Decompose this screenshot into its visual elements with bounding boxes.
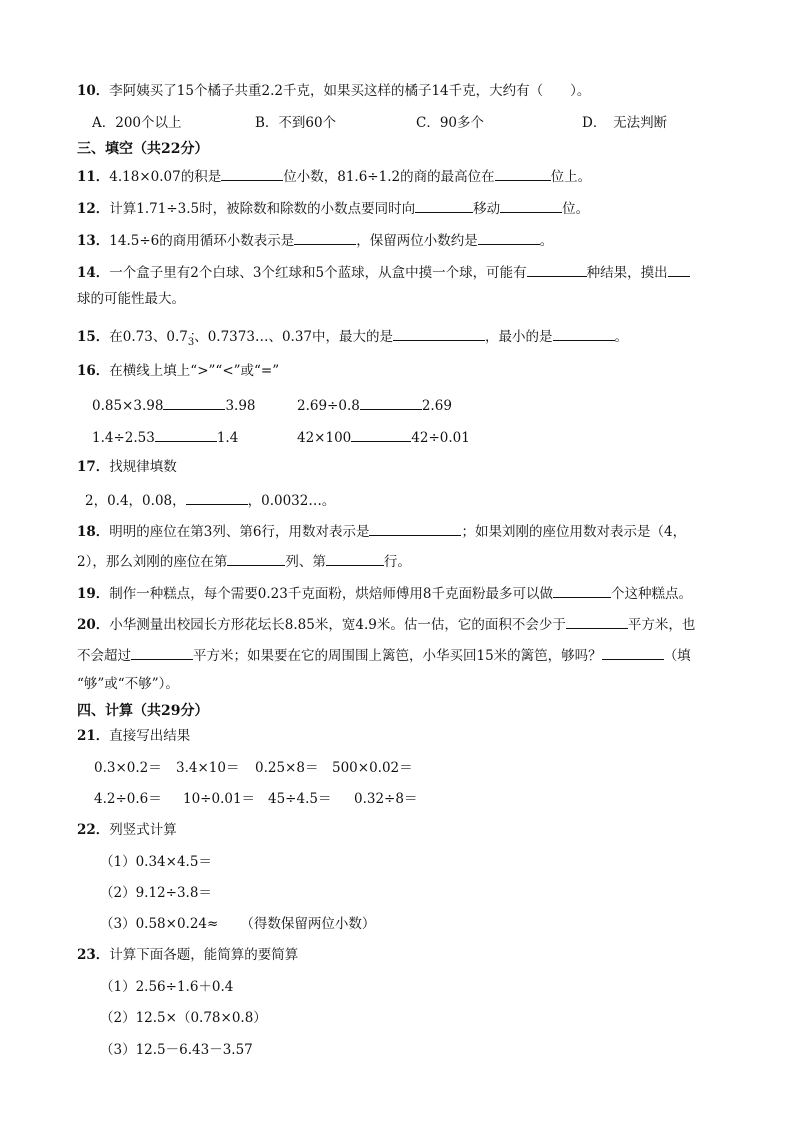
question-text: 在横线上填上“>”“<”或“=” <box>109 363 280 379</box>
section-title: 三、填空（共22分） <box>77 141 209 157</box>
section-title: 四、计算（共29分） <box>77 703 209 719</box>
option-c[interactable]: C．90多个 <box>416 115 485 131</box>
question-number: 18． <box>77 524 110 540</box>
question-text: 行。 <box>383 554 411 570</box>
question-text: 不会超过 <box>77 648 131 664</box>
question-number: 23． <box>77 947 110 963</box>
question-text: 一个盒子里有2个白球、3个红球和5个蓝球，从盒中摸一个球，可能有 <box>109 265 527 281</box>
calc-item: 4.2÷0.6＝ <box>94 791 162 807</box>
question-text: 李阿姨买了15个橘子共重2.2千克，如果买这样的橘子14千克，大约有（ ）。 <box>109 83 591 99</box>
answer-blank[interactable] <box>351 427 411 442</box>
calc-item: （1）2.56÷1.6＋0.4 <box>100 979 234 995</box>
question-text: 制作一种糕点，每个需要0.23千克面粉，烘焙师傅用8千克面粉最多可以做 <box>109 586 553 602</box>
question-text: 列竖式计算 <box>109 822 177 838</box>
question-text: 在0.73、0.7 <box>109 329 188 345</box>
question-text: 种结果，摸出 <box>586 265 668 281</box>
question-text: 14.5÷6的商用循环小数表示是 <box>109 233 295 249</box>
question-number: 14． <box>77 265 110 281</box>
question-18 <box>77 521 686 541</box>
expression: 0.85×3.98 <box>92 398 164 414</box>
expression: 1.4÷2.53 <box>92 430 155 446</box>
calc-item <box>100 915 375 933</box>
calc-item: 0.3×0.2＝ <box>94 760 162 776</box>
question-text: 移动 <box>473 201 501 217</box>
answer-blank[interactable] <box>326 551 384 566</box>
question-number: 12． <box>77 201 110 217</box>
answer-blank[interactable] <box>369 521 461 536</box>
question-number: 13． <box>77 233 110 249</box>
answer-blank[interactable] <box>415 198 473 213</box>
question-number: 17． <box>77 459 110 475</box>
question-20-continued-2: “够”或“不够”）。 <box>77 676 179 692</box>
calc-item: 3.4×10＝ <box>176 760 240 776</box>
answer-blank[interactable] <box>553 326 615 341</box>
calc-item: 10÷0.01＝ <box>183 791 256 807</box>
compare-item <box>297 427 470 447</box>
note: （得数保留两位小数） <box>240 916 376 932</box>
calc-item: （3）12.5－6.43－3.57 <box>100 1042 253 1058</box>
answer-blank[interactable] <box>155 427 217 442</box>
question-18-continued <box>77 551 411 571</box>
question-text: 列、第 <box>285 554 326 570</box>
calc-item: （1）0.34×4.5＝ <box>100 854 212 870</box>
answer-blank[interactable] <box>221 166 283 181</box>
expression: 2.69÷0.8 <box>297 398 360 414</box>
answer-blank[interactable] <box>360 395 422 410</box>
expression: 2.69 <box>421 398 452 414</box>
question-20-continued <box>77 645 691 665</box>
compare-item <box>92 395 256 415</box>
expression: 3.98 <box>225 398 256 414</box>
compare-item <box>92 427 238 447</box>
question-number: 16． <box>77 363 110 379</box>
question-number: 22． <box>77 822 110 838</box>
question-text: 2），那么刘刚的座位在第 <box>77 554 228 570</box>
question-19 <box>77 583 692 603</box>
calc-item: 500×0.02＝ <box>332 760 413 776</box>
answer-blank[interactable] <box>186 490 248 505</box>
calc-item: 45÷4.5＝ <box>268 791 332 807</box>
repeating-digit: · $_3$ <box>188 337 194 348</box>
question-22 <box>77 821 177 839</box>
question-12 <box>77 198 589 218</box>
expression: 1.4 <box>216 430 239 446</box>
question-11 <box>77 166 591 186</box>
question-14-continued: 球的可能性最大。 <box>77 291 185 307</box>
calc-item: 0.25×8＝ <box>255 760 319 776</box>
question-text: 。 <box>539 233 554 249</box>
question-20 <box>77 614 695 634</box>
compare-item <box>297 395 452 415</box>
question-14 <box>77 262 690 282</box>
question-text: 平方米，也 <box>627 617 696 633</box>
question-23 <box>77 946 298 964</box>
calc-item: 0.32÷8＝ <box>354 791 418 807</box>
question-text: 位小数，81.6÷1.2的商的最高位在 <box>283 169 495 185</box>
answer-blank[interactable] <box>566 614 628 629</box>
question-text: 个这种糕点。 <box>610 586 692 602</box>
question-text: 位上。 <box>550 169 592 185</box>
question-text: 直接写出结果 <box>109 728 191 744</box>
question-text: 。 <box>614 329 628 345</box>
question-text: 平方米；如果要在它的周围围上篱笆，小华买回15米的篱笆，够吗？ <box>193 648 602 664</box>
question-number: 21． <box>77 728 110 744</box>
question-text: 、0.7373…、0.37中，最大的是 <box>194 329 393 345</box>
option-d[interactable]: D． 无法判断 <box>582 115 668 131</box>
expression: 42÷0.01 <box>411 430 470 446</box>
answer-blank[interactable] <box>500 198 562 213</box>
question-text: 找规律填数 <box>109 459 177 475</box>
question-number: 10． <box>77 83 110 99</box>
answer-blank[interactable] <box>527 262 587 277</box>
answer-blank[interactable] <box>393 326 485 341</box>
option-b[interactable]: B．不到60个 <box>255 115 337 131</box>
question-text: ，最小的是 <box>485 329 553 345</box>
calc-item: （2）9.12÷3.8＝ <box>100 885 212 901</box>
answer-blank[interactable] <box>668 262 690 277</box>
option-a[interactable]: A．200个以上 <box>92 115 182 131</box>
question-text: 计算1.71÷3.5时，被除数和除数的小数点要同时向 <box>109 201 416 217</box>
question-text: ，0.0032…。 <box>247 493 336 509</box>
question-10 <box>77 82 590 100</box>
question-21 <box>77 727 190 745</box>
question-13 <box>77 230 553 250</box>
question-text: 4.18×0.07的积是 <box>109 169 222 185</box>
expression: （3）0.58×0.24≈ <box>100 916 219 932</box>
question-number: 11． <box>77 169 110 185</box>
question-number: 15． <box>77 329 110 345</box>
question-text: （填 <box>663 648 691 664</box>
answer-blank[interactable] <box>478 230 540 245</box>
question-16 <box>77 362 279 380</box>
question-text: 2，0.4，0.08， <box>85 493 186 509</box>
question-text: 明明的座位在第3列、第6行，用数对表示是 <box>109 524 370 540</box>
question-text: 计算下面各题，能简算的要简算 <box>109 947 299 963</box>
question-text: ；如果刘刚的座位用数对表示是（4， <box>461 524 687 540</box>
question-text: ，保留两位小数约是 <box>356 233 478 249</box>
answer-blank[interactable] <box>553 583 611 598</box>
expression: 42×100 <box>297 430 352 446</box>
question-number: 19． <box>77 586 110 602</box>
sequence-line <box>85 490 335 510</box>
answer-blank[interactable] <box>294 230 356 245</box>
calc-item: （2）12.5×（0.78×0.8） <box>100 1010 267 1026</box>
question-text: 位。 <box>562 201 590 217</box>
question-number: 20． <box>77 617 110 633</box>
question-17 <box>77 458 177 476</box>
question-15 <box>77 326 628 348</box>
answer-blank[interactable] <box>163 395 225 410</box>
answer-blank[interactable] <box>602 645 664 660</box>
answer-blank[interactable] <box>131 645 193 660</box>
question-text: 小华测量出校园长方形花坛长8.85米，宽4.9米。估一估，它的面积不会少于 <box>109 617 566 633</box>
answer-blank[interactable] <box>227 551 285 566</box>
answer-blank[interactable] <box>495 166 551 181</box>
